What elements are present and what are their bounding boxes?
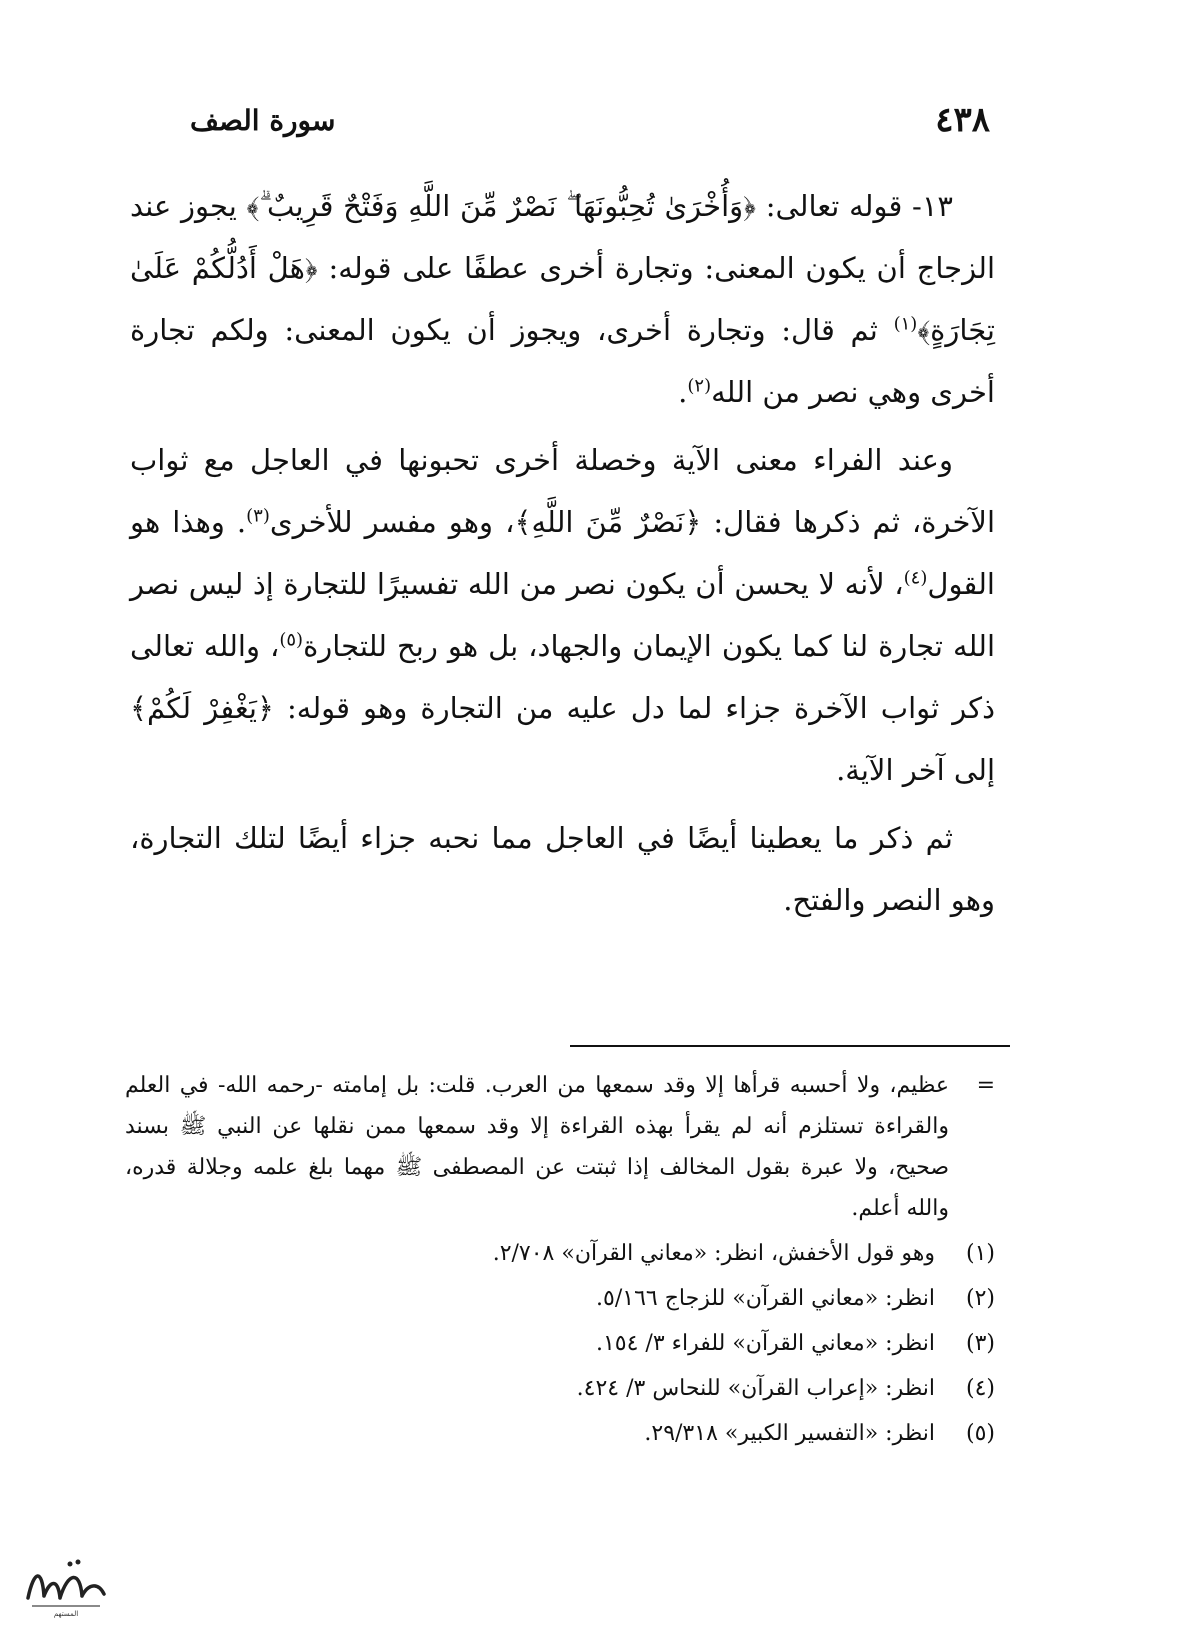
footnote-item bbox=[125, 1278, 995, 1319]
watermark-text: المستهم bbox=[53, 1610, 79, 1618]
paragraph-3: ثم ذكر ما يعطينا أيضًا في العاجل مما نحبه جزاء أيضًا لتلك التجارة، وهو النصر والفتح. bbox=[130, 821, 995, 917]
paragraph-text: ، والله تعالى ذكر ثواب الآخرة جزاء لما دل عليه من التجارة وهو قوله: bbox=[130, 629, 995, 725]
lead-text: ١٣- قوله تعالى: bbox=[756, 189, 953, 223]
footnote-ref: (٢) bbox=[687, 375, 712, 397]
main-text bbox=[130, 175, 995, 937]
footnote-separator bbox=[570, 1045, 1010, 1047]
paragraph-1 bbox=[130, 175, 995, 423]
footnote-text: انظر: «إعراب القرآن» للنحاس ٣/ ٤٢٤. bbox=[576, 1376, 935, 1401]
footnote-ref: (١) bbox=[893, 313, 918, 335]
footnote-item bbox=[125, 1233, 995, 1274]
page-header bbox=[160, 100, 990, 150]
quran-verse: ﴿هَلْ أَدُلُّكُمْ عَلَىٰ تِجَارَةٍ﴾ bbox=[130, 251, 995, 347]
footnote-number: (٤) bbox=[965, 1376, 995, 1401]
paragraph-text: وعند الفراء معنى الآية وخصلة أخرى تحبونها في العاجل مع ثواب الآخرة، ثم ذكرها فقال: bbox=[130, 443, 996, 539]
footnote-ref: (٤) bbox=[903, 567, 928, 589]
continuation-mark: = bbox=[976, 1073, 995, 1098]
running-title: سورة الصف bbox=[190, 104, 336, 137]
paragraph-text: ثم قال: وتجارة أخرى، ويجوز أن يكون المعنى: ولكم تجارة أخرى وهي نصر من الله bbox=[130, 313, 995, 409]
footnote-text: عظيم، ولا أحسبه قرأها إلا وقد سمعها من العرب. قلت: بل إمامته -رحمه الله- في العلم والقراءة تستلزم أنه لم يقرأ بهذه القراءة إلا وقد سمعها ممن نقلها عن النبي ﷺ بسند صحيح، ولا عبرة بقول المخالف إذا ثبتت عن المصطفى ﷺ مهما بلغ علمه وجلالة قدره، والله أعلم. bbox=[125, 1073, 949, 1221]
quran-verse: ﴿نَصْرٌ مِّنَ اللَّهِ﴾ bbox=[514, 505, 702, 539]
footnote-text: انظر: «معاني القرآن» للفراء ٣/ ١٥٤. bbox=[595, 1331, 935, 1356]
page-number: ٤٣٨ bbox=[935, 100, 990, 140]
footnote-text: وهو قول الأخفش، انظر: «معاني القرآن» ٢/٧٠٨. bbox=[492, 1241, 935, 1266]
footnote-number: (٢) bbox=[965, 1286, 995, 1311]
footnote-number: (٣) bbox=[965, 1331, 995, 1356]
footnote-ref: (٣) bbox=[246, 505, 270, 527]
footnote-number: (٥) bbox=[965, 1421, 995, 1446]
footnote-ref: (٥) bbox=[279, 629, 304, 651]
footnote-item bbox=[125, 1368, 995, 1409]
paragraph-text: ، لأنه لا يحسن أن يكون نصر من الله تفسيرًا للتجارة إذ ليس نصر الله تجارة لنا كما يكون الإيمان والجهاد، بل هو ربح للتجارة bbox=[130, 567, 995, 663]
footnote-item bbox=[125, 1323, 995, 1364]
paragraph-text: . bbox=[678, 375, 688, 409]
footnote-number: (١) bbox=[965, 1241, 995, 1266]
almoslim-logo-icon bbox=[20, 1550, 110, 1620]
paragraph-text: إلى آخر الآية. bbox=[836, 753, 995, 787]
footnote-continuation bbox=[125, 1065, 995, 1229]
footnote-text: انظر: «التفسير الكبير» ٢٩/٣١٨. bbox=[644, 1421, 935, 1446]
paragraph-text: . وهذا هو القول bbox=[130, 505, 995, 601]
quran-verse: ﴿يَغْفِرْ لَكُمْ﴾ bbox=[130, 691, 274, 725]
paragraph-text: ، وهو مفسر للأخرى bbox=[269, 505, 515, 539]
paragraph-2 bbox=[130, 429, 995, 801]
quran-verse: ﴿وَأُخْرَىٰ تُحِبُّونَهَا ۖ نَصْرٌ مِّنَ اللَّهِ وَفَتْحٌ قَرِيبٌ ۗ﴾ bbox=[246, 189, 756, 223]
footnote-text: انظر: «معاني القرآن» للزجاج ٥/١٦٦. bbox=[596, 1286, 935, 1311]
footnote-item bbox=[125, 1413, 995, 1454]
paragraph-text: يجوز عند الزجاج أن يكون المعنى: وتجارة أخرى عطفًا على قوله: bbox=[130, 189, 995, 285]
footnotes bbox=[125, 1065, 995, 1454]
